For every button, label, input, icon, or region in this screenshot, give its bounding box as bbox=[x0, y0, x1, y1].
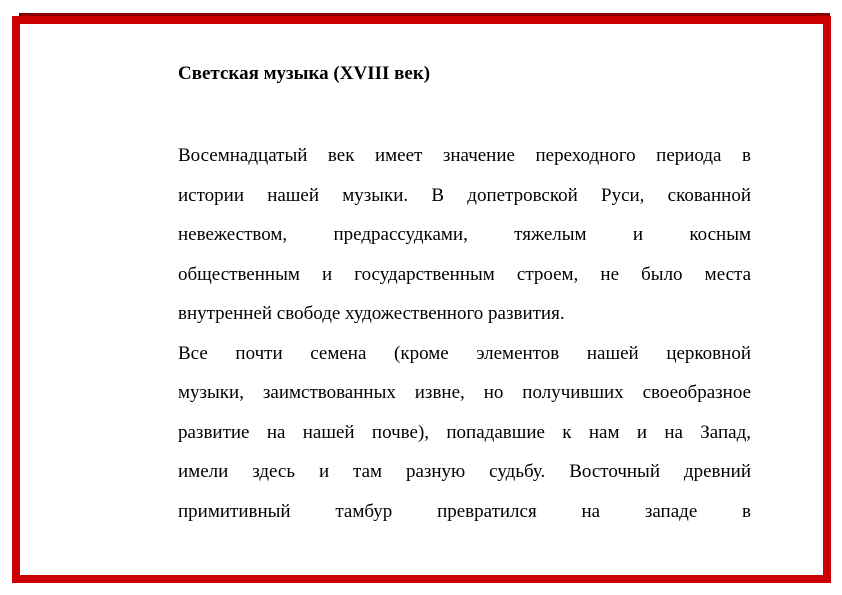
paragraph-1 bbox=[178, 136, 751, 334]
paragraph-1-line-1: Восемнадцатый век имеет значение переходного периода в bbox=[178, 145, 751, 166]
slide-content bbox=[178, 56, 751, 531]
slide-title: Светская музыка (XVIII век) bbox=[178, 63, 431, 84]
paragraph-2-line-5: примитивный тамбур превратился на западе в bbox=[178, 500, 751, 522]
paragraph-2-line-3: развитие на нашей почве), попадавшие к нам и на Запад, bbox=[178, 421, 751, 443]
paragraph-1-line-3: невежеством, предрассудками, тяжелым и косным bbox=[178, 224, 751, 245]
paragraph-1-line-5: внутренней свободе художественного развития. bbox=[178, 303, 565, 324]
paragraph-2-line-1: Все почти семена (кроме элементов нашей церковной bbox=[178, 342, 751, 364]
paragraph-1-line-4: общественным и государственным строем, не было места bbox=[178, 263, 751, 285]
paragraph-1-line-2: истории нашей музыки. В допетровской Руси, скованной bbox=[178, 184, 751, 206]
paragraph-2 bbox=[178, 334, 751, 532]
paragraph-2-line-4: имели здесь и там разную судьбу. Восточный древний bbox=[178, 461, 751, 482]
paragraph-2-line-2: музыки, заимствованных извне, но получивших своеобразное bbox=[178, 382, 751, 403]
